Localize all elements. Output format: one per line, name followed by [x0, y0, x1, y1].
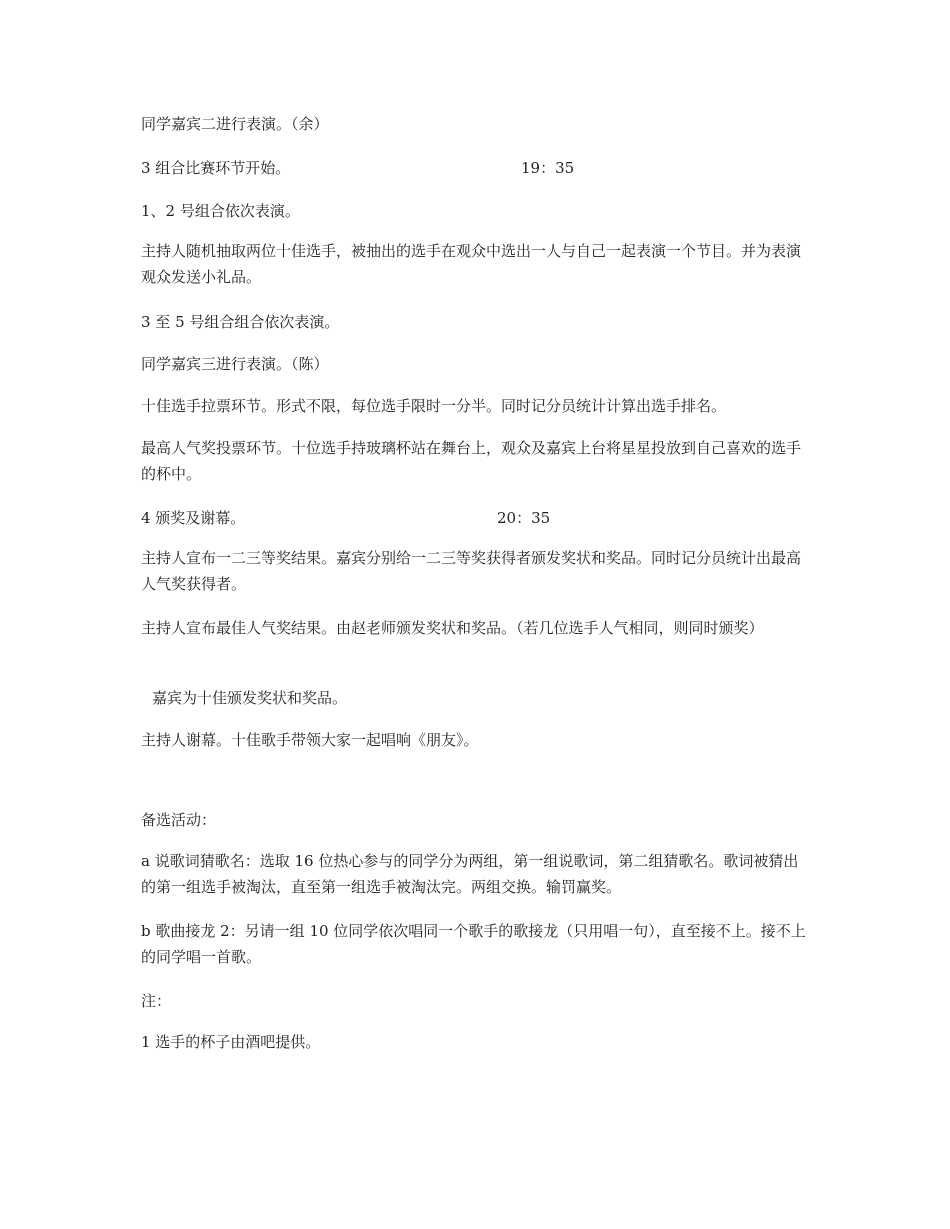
paragraph-note-1: 1 选手的杯子由酒吧提供。	[141, 1033, 321, 1051]
paragraph-canvass-votes: 十佳选手拉票环节。形式不限，每位选手限时一分半。同时记分员统计计算出选手排名。	[141, 397, 727, 415]
paragraph-groups-3-5: 3 至 5 号组合组合依次表演。	[141, 313, 340, 331]
paragraph-guest-awards: 嘉宾为十佳颁发奖状和奖品。	[152, 689, 348, 707]
paragraph-groups-1-2: 1、2 号组合依次表演。	[141, 202, 300, 220]
paragraph-guest-two-performance: 同学嘉宾二进行表演。（余）	[141, 115, 329, 133]
paragraph-closing: 主持人谢幕。十佳歌手带领大家一起唱响《朋友》。	[141, 731, 479, 749]
paragraph-popularity-vote: 最高人气奖投票环节。十位选手持玻璃杯站在舞台上，观众及嘉宾上台将星星投放到自己喜欢的选手的杯中。	[141, 439, 802, 483]
section-group-competition	[141, 155, 811, 181]
paragraph-guest-three-performance: 同学嘉宾三进行表演。（陈）	[141, 355, 329, 373]
paragraph-activity-b: b 歌曲接龙 2：另请一组 10 位同学依次唱同一个歌手的歌接龙（只用唱一句），直至接不上。接不上的同学唱一首歌。	[141, 922, 806, 966]
paragraph-activity-a: a 说歌词猜歌名：选取 16 位热心参与的同学分为两组，第一组说歌词，第二组猜歌名。歌词被猜出的第一组选手被淘汰，直至第一组选手被淘汰完。两组交换。输罚赢奖。	[141, 852, 799, 896]
section-time: 19：35	[521, 159, 575, 177]
section-heading: 3 组合比赛环节开始。	[141, 159, 291, 177]
section-time: 20：35	[497, 509, 551, 527]
section-heading: 4 颁奖及谢幕。	[141, 509, 246, 527]
paragraph-host-random-draw: 主持人随机抽取两位十佳选手，被抽出的选手在观众中选出一人与自己一起表演一个节目。并为表演观众发送小礼品。	[141, 242, 802, 286]
heading-optional-activities: 备选活动：	[141, 811, 217, 829]
heading-notes: 注：	[141, 992, 172, 1010]
paragraph-announce-results: 主持人宣布一二三等奖结果。嘉宾分别给一二三等奖获得者颁发奖状和奖品。同时记分员统计出最高人气奖获得者。	[141, 549, 802, 593]
paragraph-best-popularity-award: 主持人宣布最佳人气奖结果。由赵老师颁发奖状和奖品。（若几位选手人气相同，则同时颁奖）	[141, 619, 764, 637]
section-awards	[141, 505, 811, 531]
